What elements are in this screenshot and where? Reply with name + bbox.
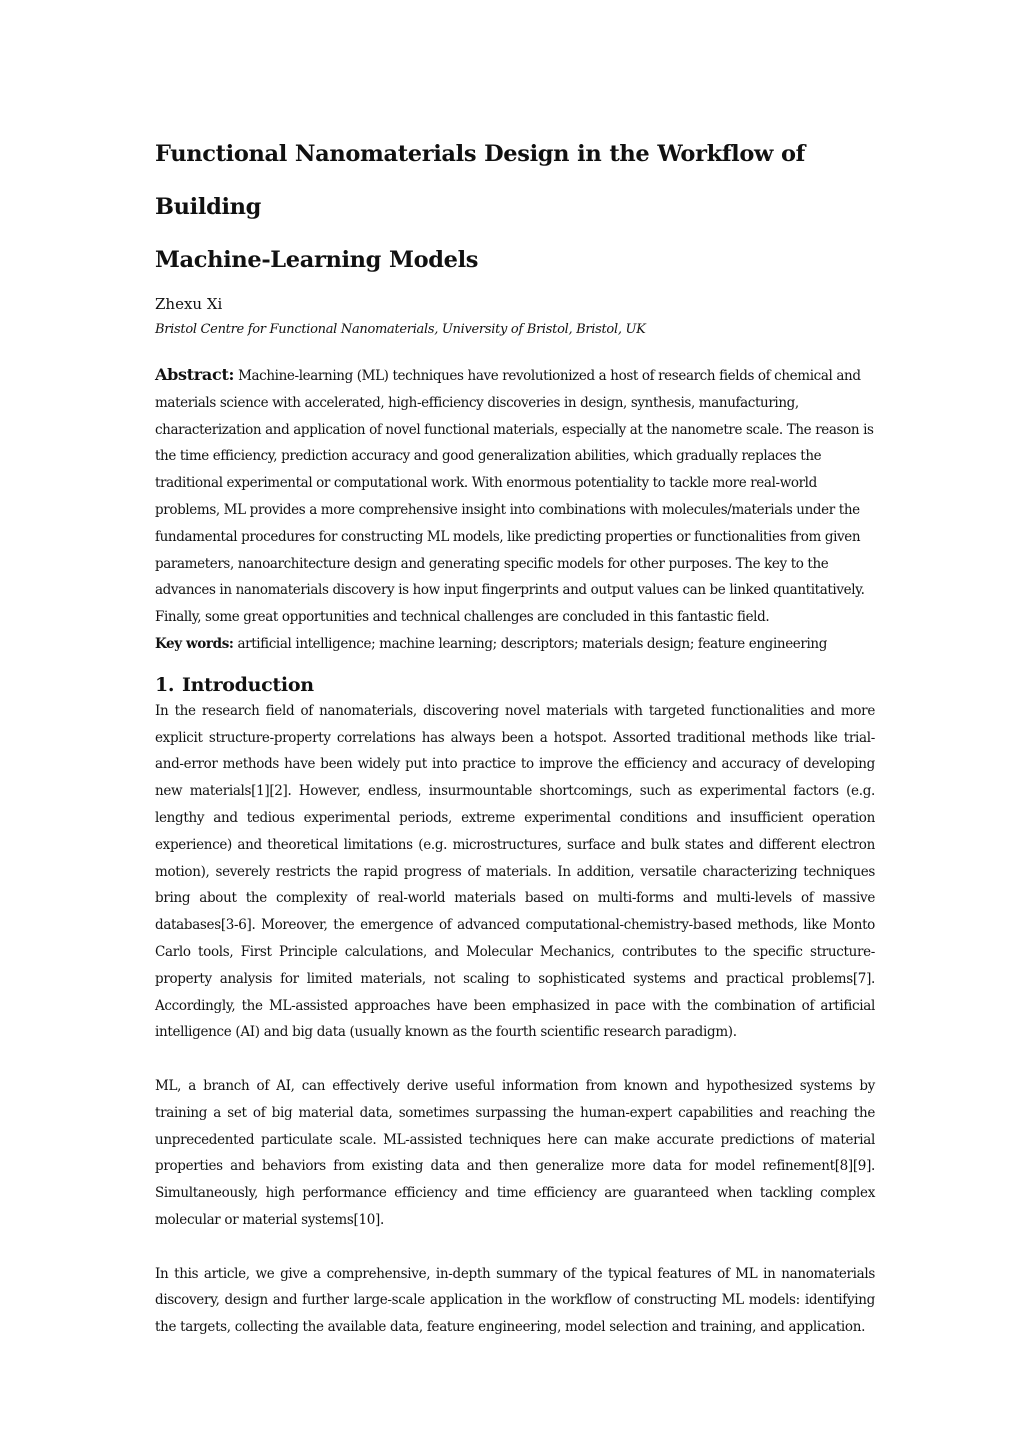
abstract-text: Machine-learning (ML) techniques have revolutionized a host of research fields of chemical and materials science with accelerated, high-efficiency discoveries in design, synthesis, manufacturing, characterization and application of novel functional materials, especially at the nanometre scale. The reason is the time efficiency, prediction accuracy and good generalization abilities, which gradually replaces the traditional experimental or computational work. With enormous potentiality to tackle more real-world problems, ML provides a more comprehensive insight into combinations with molecules/materials under the fundamental procedures for constructing ML models, like predicting properties or functionalities from given parameters, nanoarchitecture design and generating specific models for other purposes. The key to the advances in nanomaterials discovery is how input fingerprints and output values can be linked quantitatively. Finally, some great opportunities and technical challenges are concluded in this fantastic field. (155, 368, 874, 626)
keywords-text: artificial intelligence; machine learning; descriptors; materials design; feature engineering (237, 635, 828, 652)
paper-page (155, 128, 875, 1341)
section-heading-introduction (155, 672, 875, 698)
abstract-label: Abstract: (155, 365, 235, 384)
author-name: Zhexu Xi (155, 295, 223, 313)
author-affiliation: Bristol Centre for Functional Nanomaterials, University of Bristol, Bristol, UK (155, 322, 646, 337)
intro-paragraph-1: In the research field of nanomaterials, discovering novel materials with targeted functionalities and more explicit structure-property correlations has always been a hotspot. Assorted traditional methods like trial-and-error methods have been widely put into practice to improve the efficiency and accuracy of developing new materials[1][2]. However, endless, insurmountable shortcomings, such as experimental factors (e.g. lengthy and tedious experimental periods, extreme experimental conditions and insufficient operation experience) and theoretical limitations (e.g. microstructures, surface and bulk states and different electron motion), severely restricts the rapid progress of materials. In addition, versatile characterizing techniques bring about the complexity of real-world materials based on multi-forms and multi-levels of massive databases[3-6]. Moreover, the emergence of advanced computational-chemistry-based methods, like Monto Carlo tools, First Principle calculations, and Molecular Mechanics, contributes to the specific structure-property analysis for limited materials, not scaling to sophisticated systems and practical problems[7]. Accordingly, the ML-assisted approaches have been emphasized in pace with the combination of artificial intelligence (AI) and big data (usually known as the fourth scientific research paradigm). (155, 702, 875, 1041)
section-title: Introduction (182, 673, 314, 696)
paper-title (155, 128, 875, 287)
title-line-2: Machine-Learning Models (155, 247, 479, 273)
keywords-label: Key words: (155, 635, 234, 652)
keywords (155, 631, 875, 658)
title-line-1: Functional Nanomaterials Design in the Workflow of Building (155, 141, 806, 220)
intro-paragraph-3: In this article, we give a comprehensive, in-depth summary of the typical features of ML in nanomaterials discovery, design and further large-scale application in the workflow of constructing ML models: identifying the targets, collecting the available data, feature engineering, model selection and training, and application. (155, 1265, 875, 1336)
abstract (155, 362, 875, 631)
intro-paragraph-2: ML, a branch of AI, can effectively derive useful information from known and hypothesized systems by training a set of big material data, sometimes surpassing the human-expert capabilities and reaching the unprecedented particulate scale. ML-assisted techniques here can make accurate predictions of material properties and behaviors from existing data and then generalize more data for model refinement[8][9]. Simultaneously, high performance efficiency and time efficiency are guaranteed when tackling complex molecular or material systems[10]. (155, 1077, 875, 1228)
section-number: 1. (155, 673, 175, 696)
